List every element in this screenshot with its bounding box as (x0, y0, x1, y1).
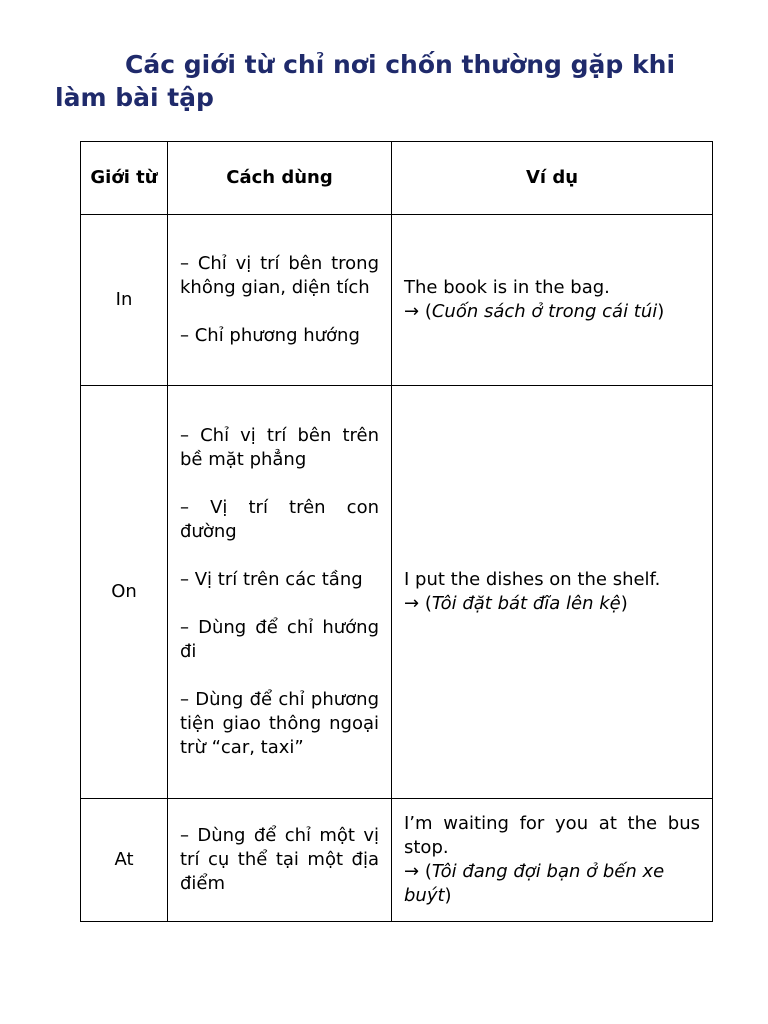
example-sentence: I’m waiting for you at the bus stop. (404, 813, 700, 858)
usage-item: – Vị trí trên các tầng (180, 569, 363, 590)
example-cell (392, 215, 713, 386)
example-sentence: The book is in the bag. (404, 277, 610, 298)
usage-cell (168, 386, 392, 799)
table-header-row (81, 142, 713, 215)
usage-cell (168, 215, 392, 386)
usage-item: – Chỉ phương hướng (180, 325, 360, 346)
preposition-cell: At (81, 799, 168, 922)
example-translation: → (Tôi đặt bát đĩa lên kệ) (404, 593, 628, 614)
arrow-icon: → (404, 593, 420, 614)
table-row (81, 386, 713, 799)
usage-item: – Chỉ vị trí bên trong không gian, diện tích (180, 253, 379, 298)
translation-text: Cuốn sách ở trong cái túi (431, 301, 658, 322)
table-row (81, 799, 713, 922)
translation-text: Tôi đang đợi bạn ở bến xe buýt (404, 861, 665, 906)
preposition-cell: On (81, 386, 168, 799)
example-translation: → (Cuốn sách ở trong cái túi) (404, 301, 665, 322)
header-example: Ví dụ (392, 142, 713, 215)
table-row (81, 215, 713, 386)
translation-text: Tôi đặt bát đĩa lên kệ (431, 593, 621, 614)
page-title: Các giới từ chỉ nơi chốn thường gặp khi làm bài tập (55, 50, 676, 112)
usage-item: – Dùng để chỉ hướng đi (180, 617, 379, 662)
arrow-icon: → (404, 861, 420, 882)
usage-item: – Dùng để chỉ một vị trí cụ thể tại một địa điểm (180, 825, 379, 894)
example-cell (392, 386, 713, 799)
preposition-cell: In (81, 215, 168, 386)
example-sentence: I put the dishes on the shelf. (404, 569, 661, 590)
example-translation: → (Tôi đang đợi bạn ở bến xe buýt) (404, 861, 665, 906)
usage-item: – Dùng để chỉ phương tiện giao thông ngoại trừ “car, taxi” (180, 689, 379, 758)
header-preposition: Giới từ (81, 142, 168, 215)
header-usage: Cách dùng (168, 142, 392, 215)
example-cell (392, 799, 713, 922)
prepositions-table (80, 141, 713, 922)
arrow-icon: → (404, 301, 420, 322)
usage-item: – Vị trí trên con đường (180, 497, 379, 542)
usage-cell (168, 799, 392, 922)
usage-item: – Chỉ vị trí bên trên bề mặt phẳng (180, 425, 379, 470)
